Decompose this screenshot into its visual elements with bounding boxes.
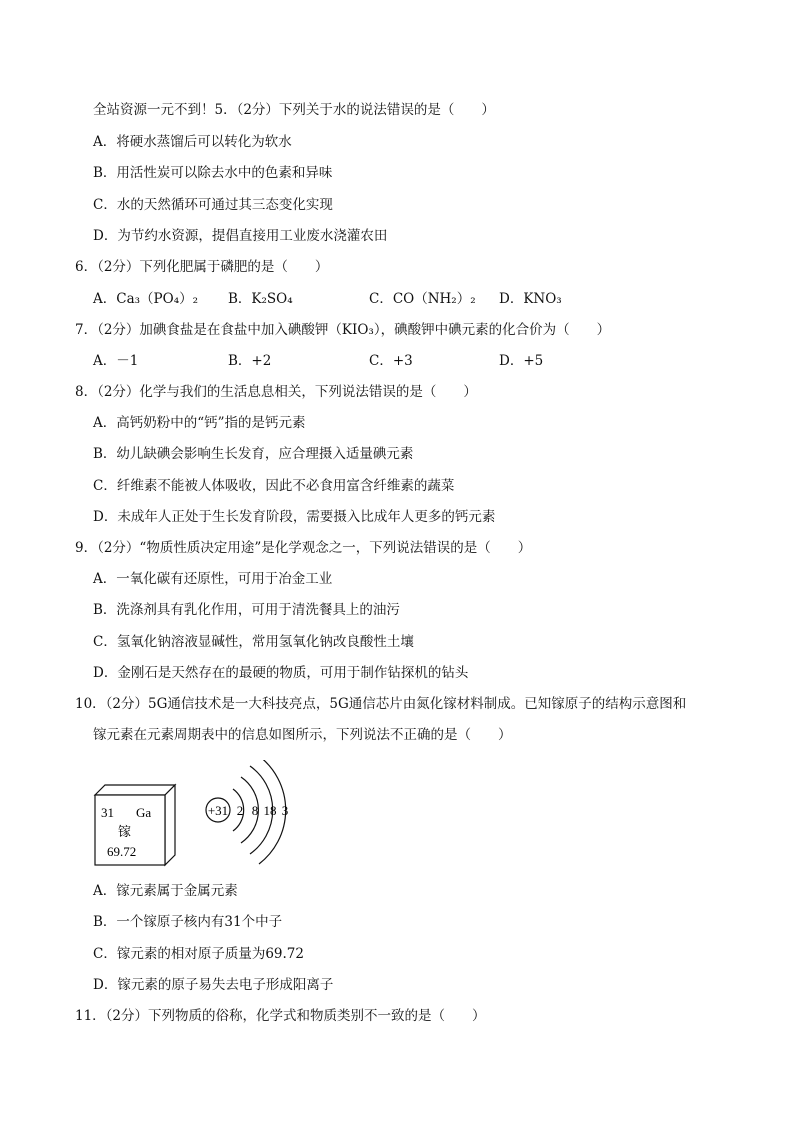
q6-option-b: B．K₂SO₄ (228, 291, 293, 307)
q6-options (93, 290, 693, 308)
element-cell-top (95, 785, 175, 795)
q6-option-a: A．Ca₃（PO₄）₂ (93, 291, 199, 307)
electron-count-1: 2 (236, 803, 244, 818)
q10-option-a: A．镓元素属于金属元素 (93, 883, 238, 899)
nucleus-charge: +31 (207, 803, 229, 818)
q6-option-c: C．CO（NH₂）₂ (369, 291, 476, 307)
element-atomic-mass: 69.72 (107, 844, 137, 859)
q10-option-c: C．镓元素的相对原子质量为69.72 (93, 946, 304, 962)
q8-option-c: C．纤维素不能被人体吸收，因此不必食用富含纤维素的蔬菜 (93, 478, 455, 494)
electron-count-4: 3 (281, 803, 289, 818)
gallium-diagram (90, 760, 350, 875)
gallium-figure (90, 760, 350, 879)
q7-options (93, 352, 693, 370)
electron-count-3: 18 (263, 803, 277, 818)
q5-option-c: C．水的天然循环可通过其三态变化实现 (93, 197, 333, 213)
q9-option-b: B．洗涤剂具有乳化作用，可用于清洗餐具上的油污 (93, 602, 400, 618)
q5-stem: 全站资源一元不到！5．（2分）下列关于水的说法错误的是（ ） (93, 102, 495, 118)
q9-option-a: A．一氧化碳有还原性，可用于冶金工业 (93, 571, 333, 587)
q10-option-d: D．镓元素的原子易失去电子形成阳离子 (93, 977, 334, 993)
q6-stem: 6．（2分）下列化肥属于磷肥的是（ ） (75, 259, 329, 275)
q9-stem: 9．（2分）“物质性质决定用途”是化学观念之一，下列说法错误的是（ ） (75, 540, 532, 556)
q8-option-a: A．高钙奶粉中的“钙”指的是钙元素 (93, 415, 306, 431)
q7-stem: 7．（2分）加碘食盐是在食盐中加入碘酸钾（KIO₃），碘酸钾中碘元素的化合价为（ ） (75, 322, 611, 338)
q7-option-a: A．－1 (93, 353, 139, 369)
q7-option-b: B．+2 (228, 353, 272, 369)
q5-option-a: A．将硬水蒸馏后可以转化为软水 (93, 134, 292, 150)
q9-option-c: C．氢氧化钠溶液显碱性，常用氢氧化钠改良酸性土壤 (93, 634, 414, 650)
element-name: 镓 (118, 824, 132, 839)
element-cell-side (165, 785, 175, 865)
q10-option-b: B．一个镓原子核内有31个中子 (93, 914, 283, 930)
q10-stem-line1: 10．（2分）5G通信技术是一大科技亮点，5G通信芯片由氮化镓材料制成。已知镓原子的结构示意图和 (75, 696, 687, 712)
q8-option-d: D．未成年人正处于生长发育阶段，需要摄入比成年人更多的钙元素 (93, 509, 496, 525)
q7-option-d: D．+5 (499, 353, 544, 369)
q8-option-b: B．幼儿缺碘会影响生长发育，应合理摄入适量碘元素 (93, 446, 414, 462)
q8-stem: 8．（2分）化学与我们的生活息息相关，下列说法错误的是（ ） (75, 384, 477, 400)
q5-option-b: B．用活性炭可以除去水中的色素和异味 (93, 165, 333, 181)
q7-option-c: C．+3 (369, 353, 413, 369)
element-symbol: Ga (136, 805, 152, 820)
electron-count-2: 8 (251, 803, 259, 818)
q5-option-d: D．为节约水资源，提倡直接用工业废水浇灌农田 (93, 228, 388, 244)
q6-option-d: D．KNO₃ (499, 291, 562, 307)
q10-stem-line2: 镓元素在元素周期表中的信息如图所示，下列说法不正确的是（ ） (93, 727, 512, 743)
element-atomic-number: 31 (101, 805, 114, 820)
q11-stem: 11．（2分）下列物质的俗称，化学式和物质类别不一致的是（ ） (75, 1008, 486, 1024)
q9-option-d: D．金刚石是天然存在的最硬的物质，可用于制作钻探机的钻头 (93, 665, 469, 681)
